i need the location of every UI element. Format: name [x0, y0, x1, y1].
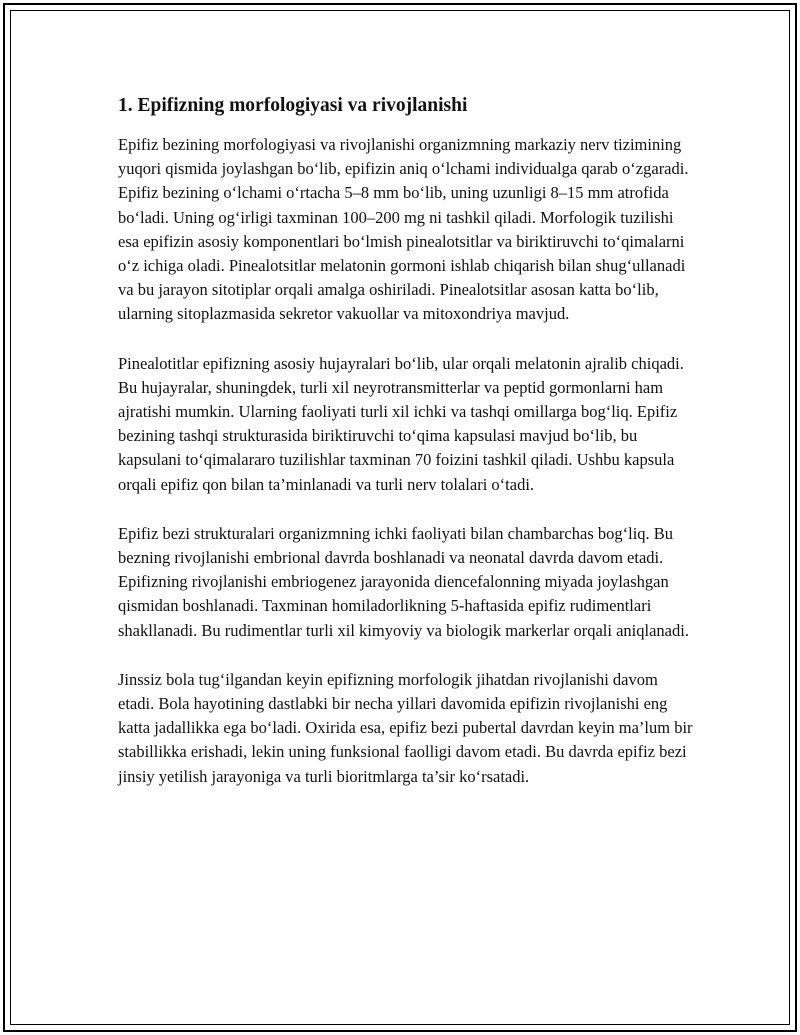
paragraph-3: Epifiz bezi strukturalari organizmning ichki faoliyati bilan chambarchas bog‘liq. Bu bezning rivojlanishi embrional davrda boshlanadi va neonatal davrda davom etadi. Epifizning rivojlanishi embriogenez jarayonida diencefalonning miyada joylashgan qismidan boshlanadi. Taxminan homiladorlikning 5-haftasida epifiz rudimentlari shakllanadi. Bu rudimentlar turli xil kimyoviy va biologik markerlar orqali aniqlanadi. [118, 523, 689, 640]
section-heading: 1. Epifizning morfologiyasi va rivojlanishi [118, 95, 468, 116]
paragraph-1: Epifiz bezining morfologiyasi va rivojlanishi organizmning markaziy nerv tizimining yuqori qismida joylashgan bo‘lib, epifizin aniq o‘lchami individualga qarab o‘zgaradi. Epifiz bezining o‘lchami o‘rtacha 5–8 mm bo‘lib, uning uzunligi 8–15 mm atrofida bo‘ladi. Uning og‘irligi taxminan 100–200 mg ni tashkil qiladi. Morfologik tuzilishi esa epifizin asosiy komponentlari bo‘lmish pinealotsitlar va biriktiruvchi to‘qimalarni o‘z ichiga oladi. Pinealotsitlar melatonin gormoni ishlab chiqarish bilan shug‘ullanadi va bu jarayon sitotiplar orqali amalga oshiriladi. Pinealotsitlar asosan katta bo‘lib, ularning sitoplazmasida sekretor vakuollar va mitoxondriya mavjud. [118, 135, 689, 324]
paragraph-2: Pinealotitlar epifizning asosiy hujayralari bo‘lib, ular orqali melatonin ajralib chiqadi. Bu hujayralar, shuningdek, turli xil neyrotransmitterlar va peptid gormonlarni ham ajratishi mumkin. Ularning faoliyati turli xil ichki va tashqi omillarga bog‘liq. Epifiz bezining tashqi strukturasida biriktiruvchi to‘qima kapsulasi mavjud bo‘lib, bu kapsulani to‘qimalararo tuzilishlar taxminan 70 foizini tashkil qiladi. Ushbu kapsula orqali epifiz qon bilan ta’minlanadi va turli nerv tolalari o‘tadi. [118, 353, 684, 494]
document-body [118, 93, 698, 814]
paragraph-4: Jinssiz bola tug‘ilgandan keyin epifizning morfologik jihatdan rivojlanishi davom etadi. Bola hayotining dastlabki bir necha yillari davomida epifizin rivojlanishi eng katta jadallikka ega bo‘ladi. Oxirida esa, epifiz bezi pubertal davrdan keyin ma’lum bir stabillikka erishadi, lekin uning funksional faolligi davom etadi. Bu davrda epifiz bezi jinsiy yetilish jarayoniga va turli bioritmlarga ta’sir ko‘rsatadi. [118, 669, 693, 786]
